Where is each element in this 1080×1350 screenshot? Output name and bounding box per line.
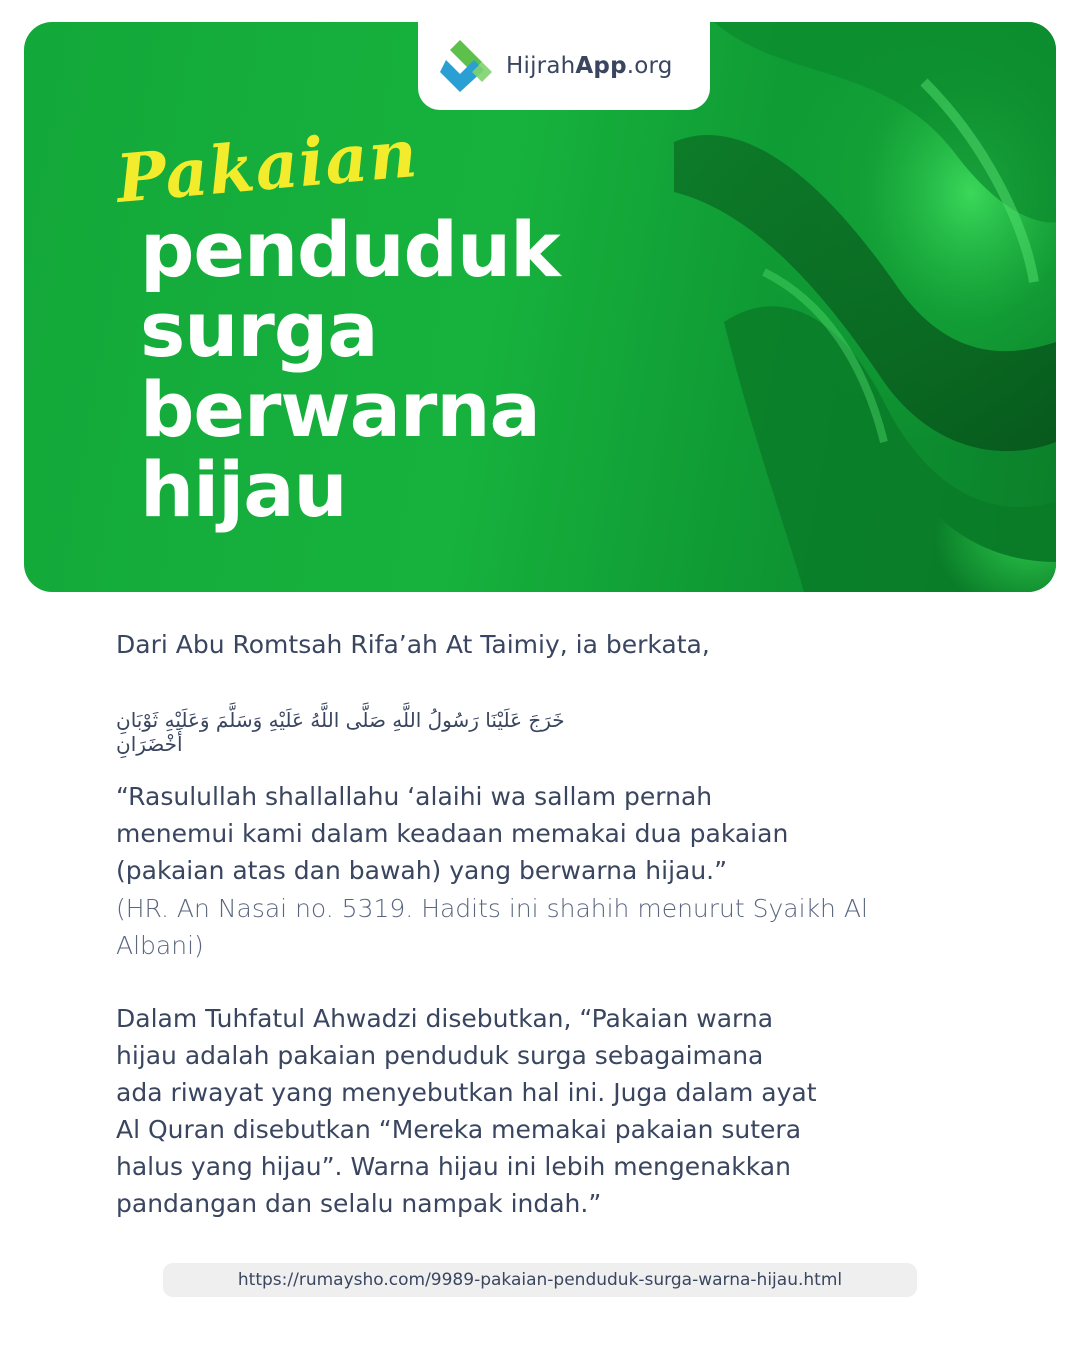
script-title: Pakaian — [113, 113, 421, 218]
title-line-1: penduduk — [140, 205, 560, 294]
intro-text: Dari Abu Romtsah Rifa’ah At Taimiy, ia berkata, — [116, 630, 710, 659]
logo-part-app: App — [575, 53, 627, 79]
paragraph-line: halus yang hijau”. Warna hijau ini lebih mengenakkan — [116, 1152, 791, 1181]
logo-wordmark — [506, 53, 673, 79]
source-link[interactable]: https://rumaysho.com/9989-pakaian-penduduk-surga-warna-hijau.html — [163, 1263, 917, 1297]
quote-line: “Rasulullah shallallahu ‘alaihi wa sallam pernah — [116, 782, 713, 811]
paragraph-line: hijau adalah pakaian penduduk surga sebagaimana — [116, 1041, 764, 1070]
hadith-reference — [116, 890, 976, 964]
reference-line: Albani) — [116, 931, 204, 960]
reference-line: (HR. An Nasai no. 5319. Hadits ini shahih menurut Syaikh Al — [116, 894, 868, 923]
paragraph-line: ada riwayat yang menyebutkan hal ini. Juga dalam ayat — [116, 1078, 817, 1107]
logo-part-hijrah: Hijrah — [506, 53, 576, 79]
title-line-2: surga — [140, 285, 378, 374]
arabic-hadith: خَرَجَ عَلَيْنَا رَسُولُ اللَّهِ صَلَّى اللَّهُ عَلَيْهِ وَسَلَّمَ وَعَلَيْهِ ثَوْبَانِ أَخْضَرَانِ — [116, 708, 565, 756]
title-line-3: berwarna — [140, 365, 540, 454]
hadith-translation — [116, 778, 976, 889]
paragraph-line: pandangan dan selalu nampak indah.” — [116, 1189, 602, 1218]
logo-tab[interactable] — [418, 22, 710, 110]
logo-part-org: .org — [626, 53, 673, 79]
hijrahapp-logo-icon — [438, 36, 498, 96]
quote-line: (pakaian atas dan bawah) yang berwarna hijau.” — [116, 856, 728, 885]
title-line-4: hijau — [140, 445, 347, 534]
hero-banner — [24, 22, 1056, 592]
paragraph-line: Dalam Tuhfatul Ahwadzi disebutkan, “Pakaian warna — [116, 1004, 774, 1033]
paragraph-line: Al Quran disebutkan “Mereka memakai pakaian sutera — [116, 1115, 802, 1144]
explanation-paragraph — [116, 1000, 976, 1222]
quote-line: menemui kami dalam keadaan memakai dua pakaian — [116, 819, 789, 848]
